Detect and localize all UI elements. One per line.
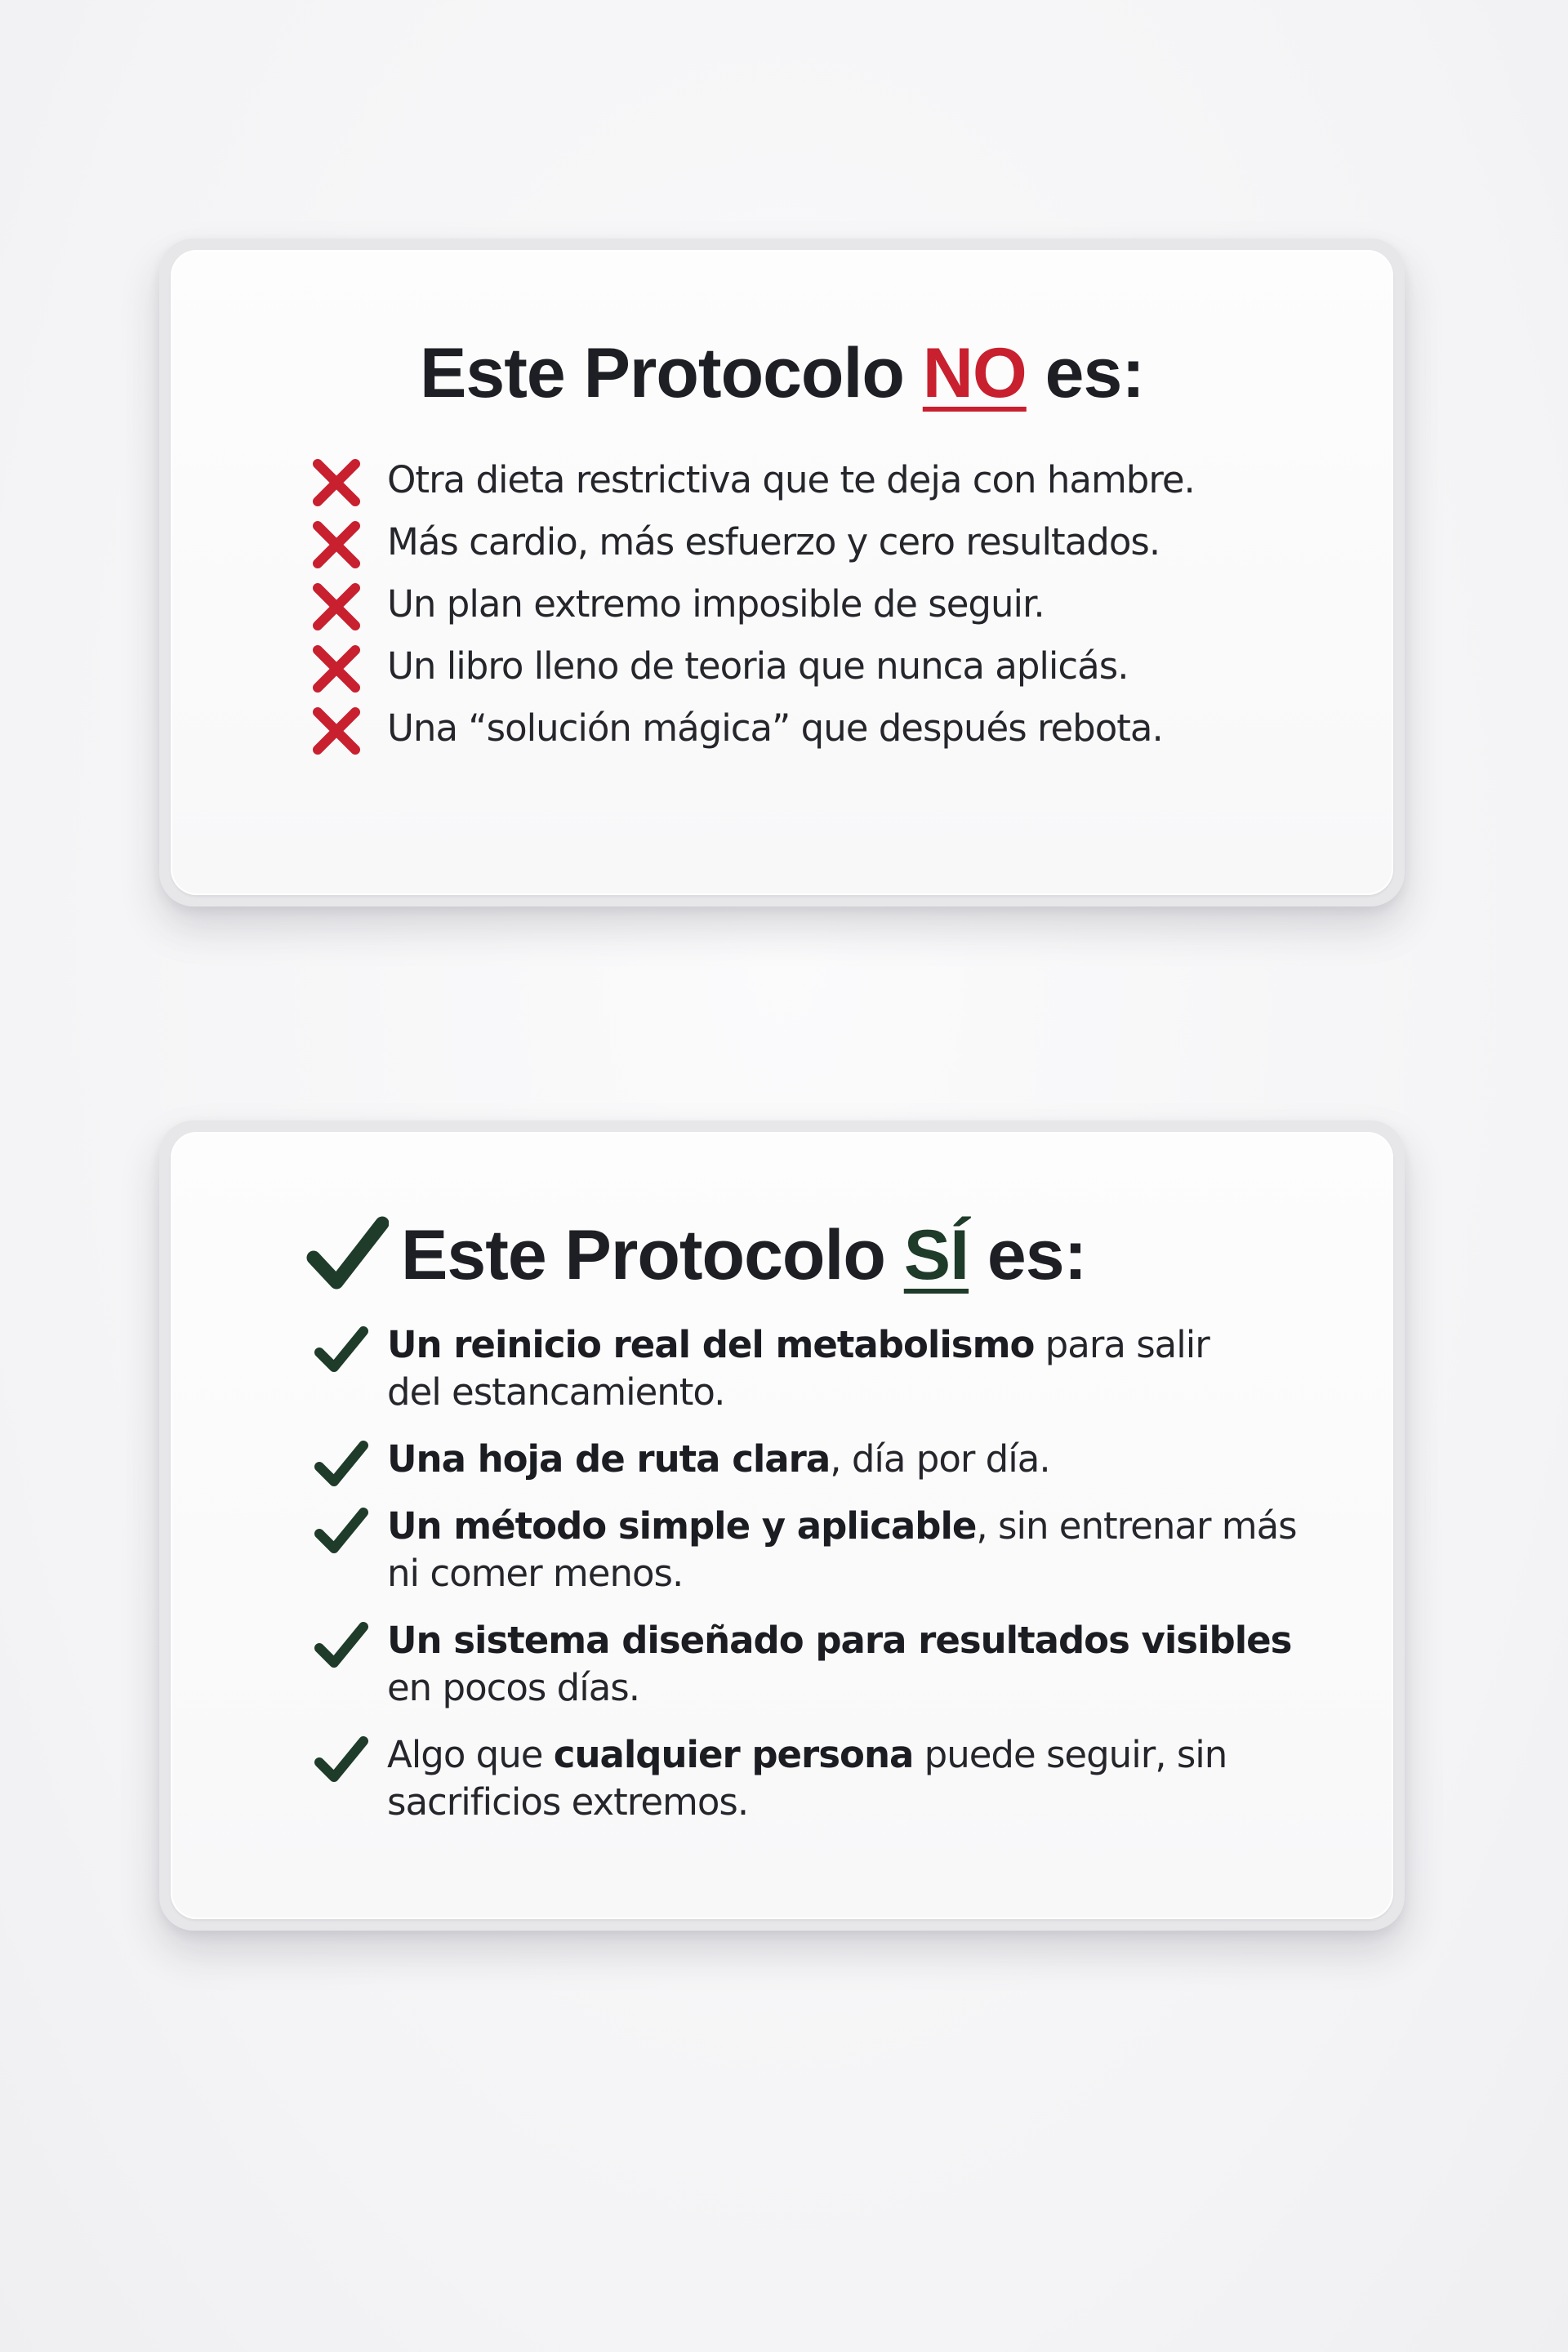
x-mark-icon <box>311 644 362 694</box>
list-item <box>301 1617 1292 1712</box>
protocol-no-list <box>301 456 1363 766</box>
protocol-no-card <box>159 238 1405 906</box>
list-item <box>301 1503 1297 1597</box>
list-item <box>301 1731 1281 1826</box>
large-check-mark-icon <box>305 1214 389 1294</box>
protocol-si-card <box>159 1120 1405 1931</box>
list-item-emphasis: Un sistema diseñado para resultados visibles <box>387 1619 1292 1662</box>
list-item-text: Un libro lleno de teoria que nunca aplicás. <box>387 644 1129 688</box>
title-emphasis-no: NO <box>922 334 1027 412</box>
check-mark-icon <box>313 1437 370 1490</box>
list-item-line <box>387 1436 1281 1483</box>
list-item <box>301 704 1363 766</box>
protocol-si-title <box>401 1216 1087 1294</box>
list-item-line-continued: del estancamiento. <box>387 1370 725 1414</box>
list-item <box>301 1321 1281 1416</box>
list-item-text: Otra dieta restrictiva que te deja con hambre. <box>387 458 1195 501</box>
list-item-line-continued: en pocos días. <box>387 1666 640 1709</box>
check-mark-icon <box>313 1619 370 1671</box>
check-mark-icon <box>313 1733 370 1785</box>
check-mark-icon <box>313 1323 370 1375</box>
title-suffix: es: <box>969 1216 1087 1294</box>
list-item-line <box>387 1617 1292 1664</box>
list-item <box>301 456 1363 518</box>
protocol-si-list <box>301 1321 1297 1846</box>
list-item-line-continued: sacrificios extremos. <box>387 1780 749 1824</box>
title-suffix: es: <box>1026 334 1144 412</box>
list-item-text: , día por día. <box>830 1437 1050 1481</box>
list-item-text: , sin entrenar más <box>976 1504 1297 1548</box>
list-item-emphasis: cualquier persona <box>553 1733 914 1776</box>
list-item-text: para salir <box>1034 1323 1209 1366</box>
list-item-text: Una “solución mágica” que después rebota. <box>387 706 1163 750</box>
list-item <box>301 1436 1281 1483</box>
list-item-emphasis: Un reinicio real del metabolismo <box>387 1323 1035 1366</box>
list-item-text: Un plan extremo imposible de seguir. <box>387 582 1045 626</box>
title-emphasis-si: SÍ <box>903 1216 969 1294</box>
list-item-emphasis: Una hoja de ruta clara <box>387 1437 831 1481</box>
title-prefix: Este Protocolo <box>420 334 923 412</box>
list-item <box>301 642 1363 704</box>
list-item <box>301 518 1363 580</box>
protocol-no-card-surface <box>171 250 1393 895</box>
list-item-line <box>387 1503 1297 1550</box>
protocol-si-card-surface <box>171 1132 1393 1919</box>
list-item <box>301 580 1363 642</box>
list-item-text: Más cardio, más esfuerzo y cero resultados. <box>387 520 1160 564</box>
list-item-text: puede seguir, sin <box>913 1733 1227 1776</box>
x-mark-icon <box>311 519 362 570</box>
x-mark-icon <box>311 457 362 508</box>
title-prefix: Este Protocolo <box>401 1216 904 1294</box>
list-item-line <box>387 1731 1281 1779</box>
list-item-line <box>387 1321 1281 1369</box>
list-item-line-continued: ni comer menos. <box>387 1552 684 1595</box>
x-mark-icon <box>311 706 362 756</box>
check-mark-icon <box>313 1504 370 1557</box>
list-item-emphasis: Un método simple y aplicable <box>387 1504 977 1548</box>
x-mark-icon <box>311 581 362 632</box>
protocol-no-title <box>171 334 1393 412</box>
list-item-text: Algo que <box>387 1733 554 1776</box>
